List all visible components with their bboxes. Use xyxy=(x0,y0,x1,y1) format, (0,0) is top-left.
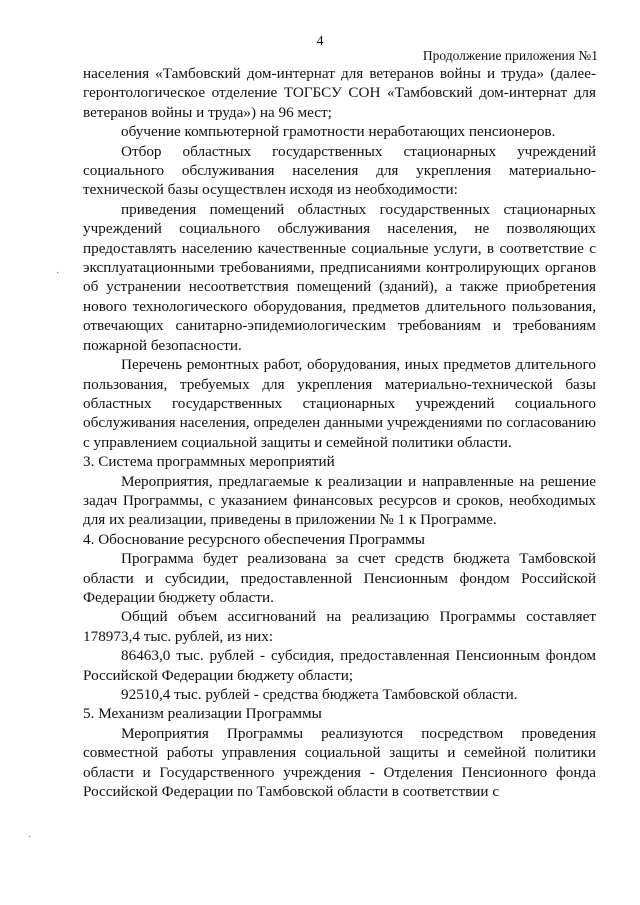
paragraph: Программа будет реализована за счет средств бюджета Тамбовской области и субсидии, предоставленной Пенсионным фондом Российской Федерации бюджету области. xyxy=(83,550,596,606)
scan-speck: · xyxy=(56,268,60,279)
paragraph: Отбор областных государственных стационарных учреждений социального обслуживания населения для укрепления материально-технической базы осуществлен исходя из необходимости: xyxy=(83,142,596,199)
document-body xyxy=(83,64,596,801)
section-3-heading: 3. Система программных мероприятий xyxy=(83,453,335,471)
paragraph: приведения помещений областных государственных стационарных учреждений социального обслуживания населения, не позволяющих предоставлять населению качественные социальные услуги, в соответствие с эксплуатационными требованиями, предписаниями контролирующих органов об устранении несоответствия помещений (зданий), а также приобретения нового технологического оборудования, предметов длительного пользования, отвечающих санитарно-эпидемиологическим требованиям и требованиям пожарной безопасности. xyxy=(83,200,596,354)
paragraph: населения «Тамбовский дом-интернат для ветеранов войны и труда» (далее- геронтологическое отделение ТОГБСУ СОН «Тамбовский дом-интернат для ветеранов войны и труда») на 96 мест; xyxy=(83,65,596,121)
paragraph: обучение компьютерной грамотности неработающих пенсионеров. xyxy=(121,123,556,141)
paragraph: Мероприятия, предлагаемые к реализации и направленные на решение задач Программы, с указанием финансовых ресурсов и сроков, необходимых для их реализации, приведены в приложении № 1 к Программе. xyxy=(83,472,596,529)
section-5-heading: 5. Механизм реализации Программы xyxy=(83,705,322,723)
paragraph: Общий объем ассигнований на реализацию Программы составляет 178973,4 тыс. рублей, из них: xyxy=(83,608,596,645)
paragraph: Перечень ремонтных работ, оборудования, иных предметов длительного пользования, требуемых для укрепления материально-технической базы областных государственных стационарных учреждений социального обслуживания населения, определен данными учреждениями по согласованию с управлением социальной защиты и семейной политики области. xyxy=(83,356,596,451)
scan-speck: · xyxy=(28,832,32,843)
section-4-heading: 4. Обоснование ресурсного обеспечения Программы xyxy=(83,530,426,548)
appendix-continuation-note: Продолжение приложения №1 xyxy=(422,48,598,63)
paragraph: Мероприятия Программы реализуются посредством проведения совместной работы управления социальной защиты и семейной политики области и Государственного учреждения - Отделения Пенсионного фонда Российской Федерации по Тамбовской области в соответствии с xyxy=(83,724,596,801)
paragraph: 86463,0 тыс. рублей - субсидия, предоставленная Пенсионным фондом Российской Федерации бюджету области; xyxy=(83,647,596,684)
page-number: 4 xyxy=(316,34,324,49)
paragraph: 92510,4 тыс. рублей - средства бюджета Тамбовской области. xyxy=(121,686,518,703)
